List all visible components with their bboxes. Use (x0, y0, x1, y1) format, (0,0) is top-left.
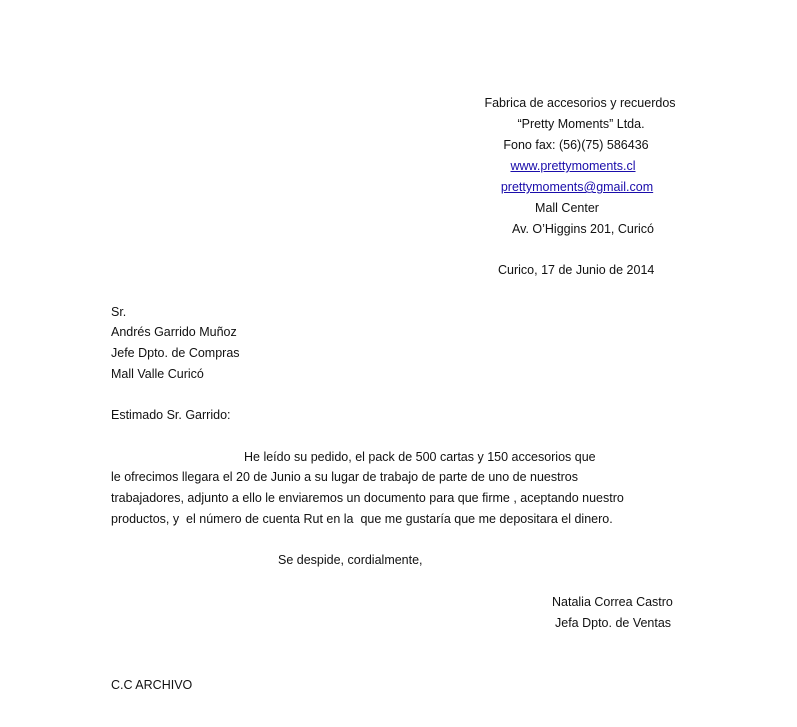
signature-position: Jefa Dpto. de Ventas (555, 616, 672, 630)
sender-address: Av. O’Higgins 201, Curicó (512, 222, 654, 236)
sender-phone: Fono fax: (56)(75) 586436 (503, 138, 649, 152)
signature-name: Natalia Correa Castro (552, 595, 673, 609)
letter-date: Curico, 17 de Junio de 2014 (498, 263, 655, 277)
sender-location: Mall Center (535, 201, 599, 215)
body-line-3: trabajadores, adjunto a ello le enviaremos un documento para que firme , aceptando nuestro (111, 491, 624, 505)
sender-company: Fabrica de accesorios y recuerdos (484, 96, 676, 110)
closing: Se despide, cordialmente, (278, 553, 423, 567)
greeting: Estimado Sr. Garrido: (111, 408, 231, 422)
recipient-salutation-title: Sr. (111, 305, 127, 319)
body-line-4: productos, y el número de cuenta Rut en la que me gustaría que me depositara el dinero. (111, 512, 613, 526)
body-line-2: le ofrecimos llegara el 20 de Junio a su lugar de trabajo de parte de uno de nuestros (111, 470, 578, 484)
sender-website-link[interactable]: www.prettymoments.cl (510, 159, 636, 173)
cc-archive: C.C ARCHIVO (111, 678, 193, 692)
sender-email-link[interactable]: prettymoments@gmail.com (500, 180, 654, 194)
sender-name: “Pretty Moments” Ltda. (517, 117, 645, 131)
recipient-company: Mall Valle Curicó (111, 367, 204, 381)
recipient-name: Andrés Garrido Muñoz (111, 325, 237, 339)
body-line-1: He leído su pedido, el pack de 500 cartas y 150 accesorios que (244, 450, 596, 464)
recipient-position: Jefe Dpto. de Compras (111, 346, 240, 360)
